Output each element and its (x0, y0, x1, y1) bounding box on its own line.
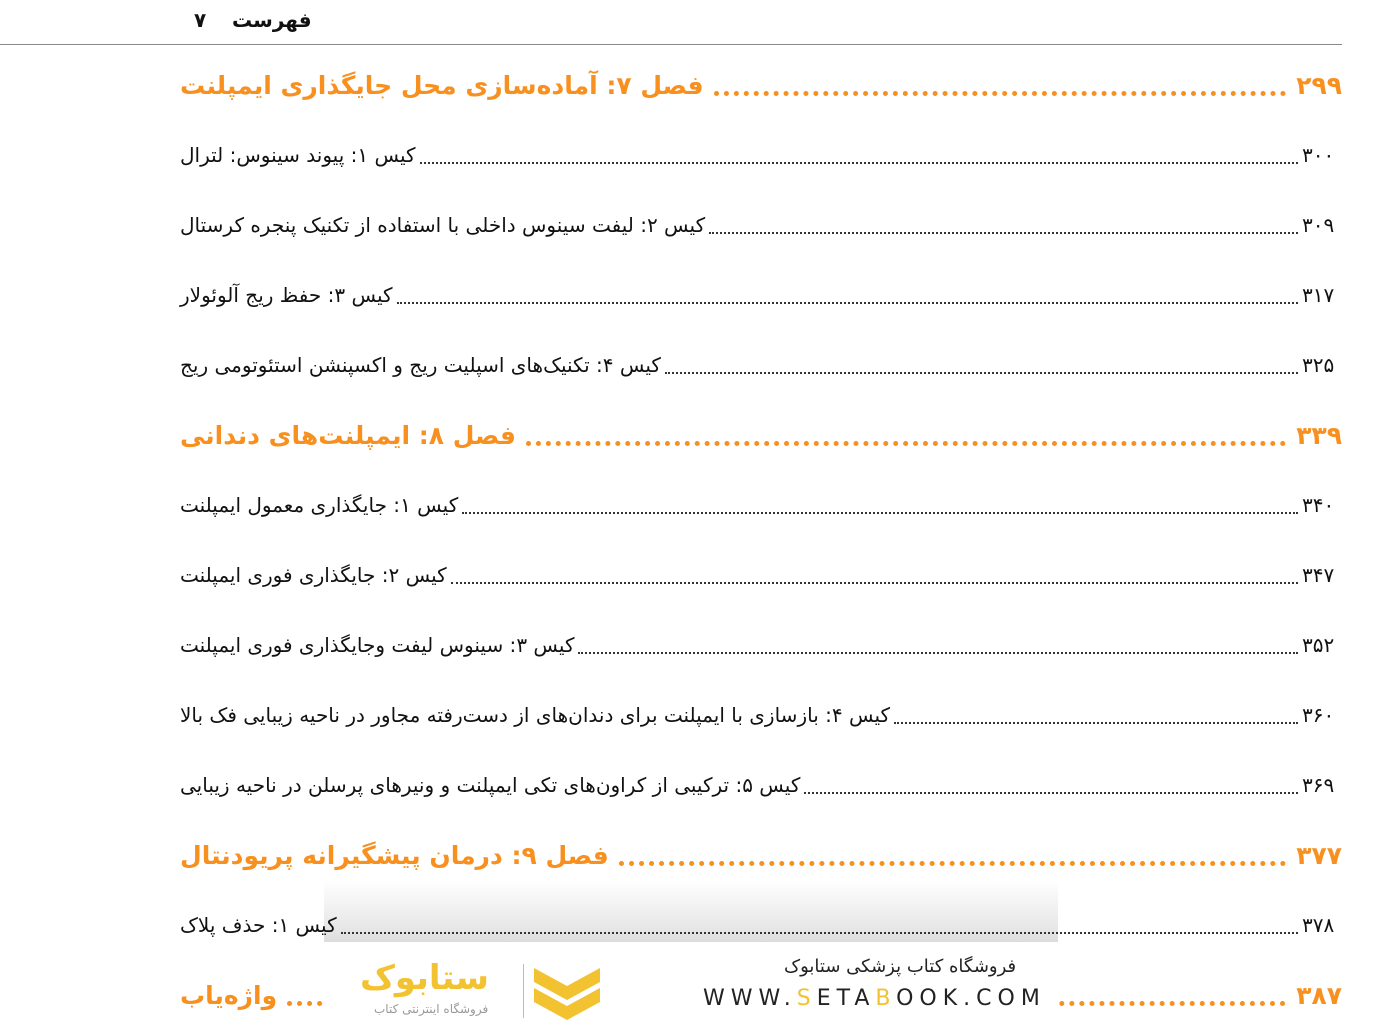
header-title: فهرست (232, 8, 312, 32)
toc-entry-page: ۳۷۷ (1296, 840, 1342, 870)
toc-entry-page: ۳۲۵ (1302, 353, 1335, 377)
toc-entry-page: ۲۹۹ (1296, 70, 1342, 100)
toc-entry-title: کیس ۴: تکنیک‌های اسپلیت ریج و اکسپنشن استئوتومی ریج (180, 353, 661, 377)
dot-leader (397, 302, 1298, 304)
logo-name: ستابوک (360, 958, 489, 998)
toc-case-row[interactable] (180, 470, 1342, 540)
toc-case-row[interactable] (180, 330, 1342, 400)
dot-leader (894, 722, 1298, 724)
dot-leader (578, 652, 1298, 654)
toc-entry-page: ۳۸۷ (1296, 980, 1342, 1010)
toc-entry-page: ۳۴۷ (1302, 563, 1335, 587)
toc-entry-title: کیس ۲: لیفت سینوس داخلی با استفاده از تکنیک پنجره کرستال (180, 213, 706, 237)
store-name: فروشگاه کتاب پزشکی ستابوک (784, 956, 1017, 977)
toc-case-row[interactable] (180, 260, 1342, 330)
dot-leader (804, 792, 1298, 794)
toc-entry-title: کیس ۱: حذف پلاک (180, 913, 337, 937)
watermark-logo (360, 958, 605, 1020)
toc-entry-page: ۳۳۹ (1296, 420, 1342, 450)
toc-case-row[interactable] (180, 680, 1342, 750)
dot-leader (665, 372, 1298, 374)
toc-entry-page: ۳۱۷ (1302, 283, 1335, 307)
toc-entry-title: فصل ۷: آماده‌سازی محل جایگذاری ایمپلنت (180, 70, 704, 100)
dot-leader (420, 162, 1298, 164)
toc-entry-title: فصل ۸: ایمپلنت‌های دندانی (180, 420, 517, 450)
page-header (0, 0, 1342, 45)
logo-divider (523, 964, 524, 1018)
toc-entry-title: کیس ۴: بازسازی با ایمپلنت برای دندان‌های از دست‌رفته مجاور در ناحیه زیبایی فک بالا (180, 703, 891, 727)
toc-entry-page: ۳۰۹ (1302, 213, 1335, 237)
toc-entry-title: کیس ۱: پیوند سینوس: لترال (180, 143, 416, 167)
toc-entry-title: کیس ۱: جایگذاری معمول ایمپلنت (180, 493, 459, 517)
toc-entry-page: ۳۷۸ (1302, 913, 1335, 937)
dot-leader (619, 861, 1286, 866)
toc-entry-title: واژه‌یاب (180, 980, 278, 1010)
dot-leader (526, 441, 1286, 446)
table-of-contents (180, 50, 1342, 1030)
toc-entry-title: کیس ۳: سینوس لیفت وجایگذاری فوری ایمپلنت (180, 633, 575, 657)
toc-case-row[interactable] (180, 750, 1342, 820)
url-part: ETA (816, 986, 876, 1011)
url-part: OOK.COM (896, 986, 1046, 1011)
toc-entry-page: ۳۵۲ (1302, 633, 1335, 657)
url-part: S (796, 986, 817, 1011)
toc-case-row[interactable] (180, 190, 1342, 260)
dot-leader (709, 232, 1298, 234)
toc-case-row[interactable] (180, 120, 1342, 190)
store-url[interactable] (703, 986, 1046, 1011)
chevron-logo-icon (532, 964, 602, 1020)
url-part: WWW. (703, 986, 797, 1011)
toc-entry-page: ۳۶۹ (1302, 773, 1335, 797)
dot-leader (714, 91, 1287, 96)
url-part: B (875, 986, 897, 1011)
toc-entry-page: ۳۴۰ (1302, 493, 1335, 517)
toc-chapter-row[interactable] (180, 50, 1342, 120)
dot-leader (451, 582, 1298, 584)
toc-entry-title: کیس ۳: حفظ ریج آلوئولار (180, 283, 393, 307)
dot-leader (462, 512, 1298, 514)
toc-entry-page: ۳۶۰ (1302, 703, 1335, 727)
toc-entry-page: ۳۰۰ (1302, 143, 1335, 167)
toc-chapter-row[interactable] (180, 400, 1342, 470)
page-number: ۷ (194, 8, 207, 32)
toc-case-row[interactable] (180, 540, 1342, 610)
dot-leader (341, 932, 1298, 934)
toc-case-row[interactable] (180, 610, 1342, 680)
toc-entry-title: کیس ۵: ترکیبی از کراون‌های تکی ایمپلنت و ونیرهای پرسلن در ناحیه زیبایی (180, 773, 801, 797)
toc-entry-title: فصل ۹: درمان پیشگیرانه پریودنتال (180, 840, 609, 870)
toc-chapter-row[interactable] (180, 820, 1342, 890)
logo-subtitle: فروشگاه اینترنتی کتاب (374, 1002, 489, 1016)
toc-entry-title: کیس ۲: جایگذاری فوری ایمپلنت (180, 563, 447, 587)
